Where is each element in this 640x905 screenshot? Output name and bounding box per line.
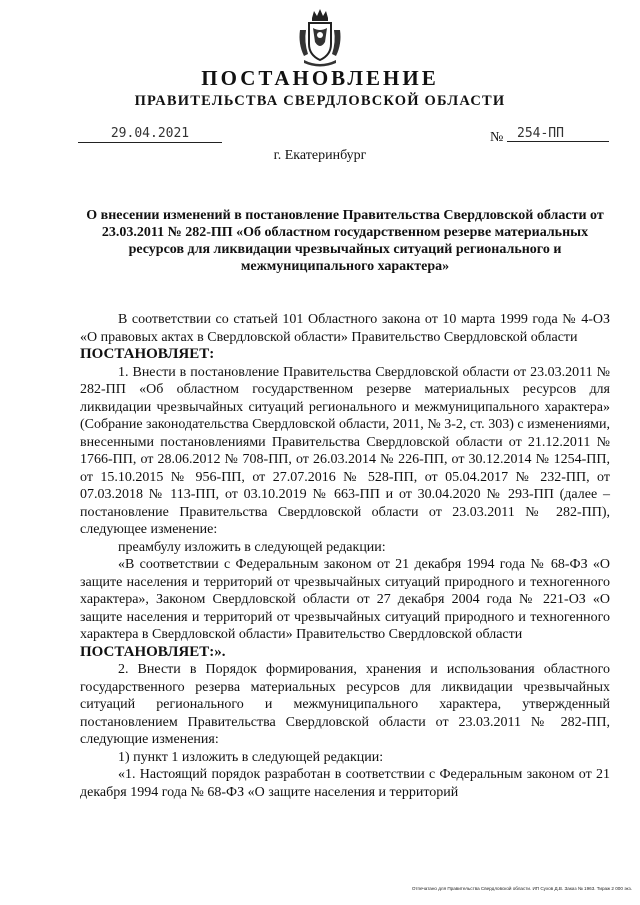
coat-of-arms-icon [296, 8, 344, 68]
document-date: 29.04.2021 [78, 126, 222, 143]
item-1-paragraph: 1. Внести в постановление Правительства Свердловской области от 23.03.2011 № 282-ПП «Об областном государственном резерве материальных ресурсов для ликвидации чрезвычайных ситуаций регионального и межмуниципального характера» (Собрание законодательства Свердловской области, 2011, № 3-2, ст. 303) с изменениями, внесенными постановлениями Правительства Свердловской области от 21.12.2011 № 1766-ПП, от 28.06.2012 № 708-ПП, от 26.03.2014 № 226-ПП, от 30.12.2014 № 1254-ПП, от 15.10.2015 № 956-ПП, от 27.07.2016 № 528-ПП, от 05.04.2017 № 232-ПП, от 07.03.2018 № 113-ПП, от 03.10.2019 № 663-ПП и от 30.04.2020 № 293-ПП (далее – постановление Правительства Свердловской области от 23.03.2011 № 282-ПП), следующее изменение: [80, 364, 610, 537]
document-type: ПОСТАНОВЛЕНИЕ [201, 66, 439, 90]
item-2-paragraph: 2. Внести в Порядок формирования, хранения и использования областного государственного резерва материальных ресурсов для ликвидации чрезвычайных ситуаций регионального и межмуниципального характера, утвержденный постановлением Правительства Свердловской области от 23.03.2011 № 282-ПП, следующие изменения: [80, 662, 610, 747]
preamble-instruction: преамбулу изложить в следующей редакции: [118, 539, 386, 555]
city: г. Екатеринбург [273, 148, 367, 163]
subitem-1-paragraph: 1) пункт 1 изложить в следующей редакции: [118, 749, 384, 765]
new-preamble-quote: «В соответствии с Федеральным законом от 21 декабря 1994 года № 68-ФЗ «О защите населения и территорий от чрезвычайных ситуаций природного и техногенного характера», Законом Свердловской области от 27 декабря 2004 года № 221-ОЗ «О защите населения и территорий от чрезвычайных ситуаций природного и техногенного характера в Свердловской области» Правительство Свердловской области [80, 557, 610, 642]
resolves-heading-quoted: ПОСТАНОВЛЯЕТ:». [80, 643, 226, 660]
print-footer: Отпечатано для Правительства Свердловской области. ИП Сухов Д.В. Заказ № 1963. Тираж 2 000 экз. [411, 886, 632, 891]
document-number: 254-ПП [507, 126, 609, 142]
document-heading: О внесении изменений в постановление Правительства Свердловской области от 23.03.2011 № 282-ПП «Об областном государственном резерве материальных ресурсов для ликвидации чрезвычайных ситуаций регионального и межмуниципального характера» [86, 208, 604, 274]
issuing-authority: ПРАВИТЕЛЬСТВА СВЕРДЛОВСКОЙ ОБЛАСТИ [134, 93, 506, 109]
point-1-quote: «1. Настоящий порядок разработан в соответствии с Федеральным законом от 21 декабря 1994 года № 68-ФЗ «О защите населения и территорий [80, 767, 610, 800]
document-body [80, 311, 610, 801]
resolves-heading: ПОСТАНОВЛЯЕТ: [80, 346, 215, 362]
number-label: № [490, 130, 504, 145]
preamble-paragraph: В соответствии со статьей 101 Областного закона от 10 марта 1999 года № 4-ОЗ «О правовых актах в Свердловской области» Правительство Свердловской области [80, 312, 610, 345]
